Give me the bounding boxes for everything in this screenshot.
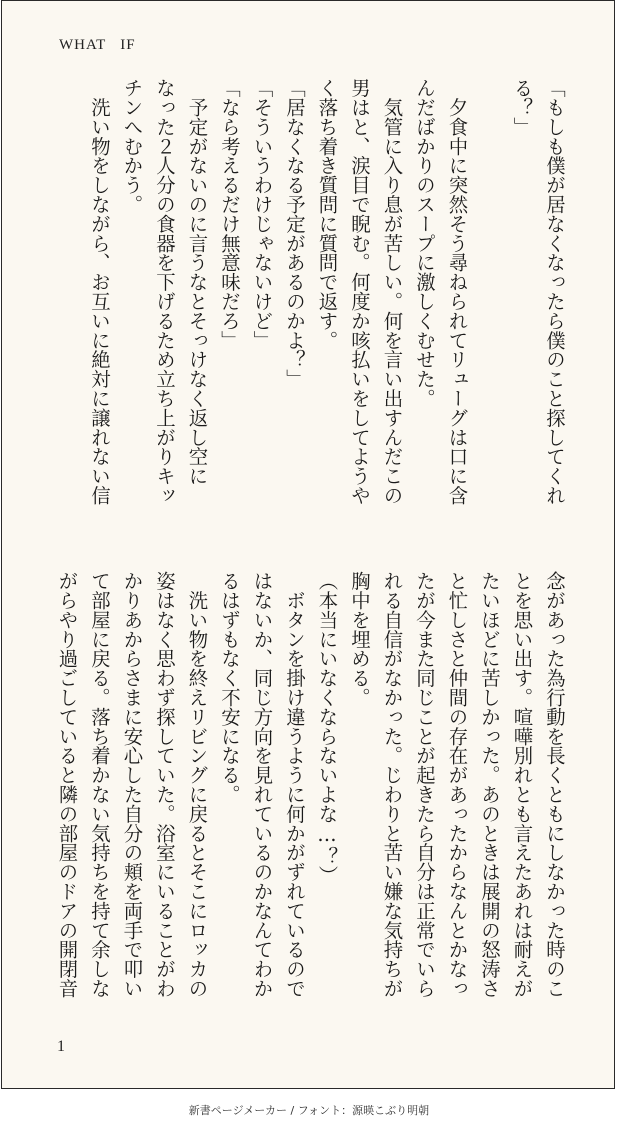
text-line: （本当にいなくならないよな…？） (315, 571, 339, 885)
page-number: 1 (57, 1038, 65, 1055)
text-line: んだばかりのスープに激しくむせた。 (413, 78, 436, 408)
text-line: とを思い出す。喧嘩別れとも言えたあれは耐えが (510, 571, 534, 998)
text-line: 姿はなく思わず探していた。浴室にいることがわ (153, 571, 176, 998)
text-line: 「もしも僕が居なくなったら僕のこと探してくれ (543, 78, 566, 505)
text-line: 洗い物を終えリビングに戻るとそこにロッカの (185, 571, 209, 998)
text-line: たいほどに苦しかった。あのときは展開の怒涛さ (478, 571, 501, 998)
book-page (1, 0, 615, 1089)
text-line: るはずもなく不安になる。 (218, 571, 241, 804)
text-line: く落ち着き質問に質問で返す。 (315, 78, 339, 350)
text-column-bottom (46, 571, 570, 1011)
text-line: 「そういうわけじゃないけど」 (250, 78, 274, 350)
text-line: 「居なくなる予定があるのかよ？」 (283, 78, 306, 389)
text-line: 洗い物をしながら、お互いに絶対に譲れない信 (88, 78, 111, 505)
text-line: る？」 (510, 78, 534, 137)
footer-credit: 新書ページメーカー / フォント：源暎こぶり明朝 (188, 1104, 430, 1117)
text-line: 「なら考えるだけ無意味だろ」 (218, 78, 241, 350)
text-line: ボタンを掛け違うように何かがずれているので (283, 571, 306, 998)
text-line: たが今また同じことが起きたら自分は正常でいら (413, 571, 436, 998)
text-line: がらやり過ごしていると隣の部屋のドアの開閉音 (55, 571, 79, 998)
text-line: れる自信がなかった。じわりと苦い嫌な気持ちが (380, 571, 404, 998)
text-line: 胸中を埋める。 (348, 571, 371, 707)
text-line: かりあからさまに安心した自分の頬を両手で叩い (120, 571, 144, 998)
text-line: はないか、同じ方向を見れているのかなんてわか (250, 571, 274, 998)
text-line: て部屋に戻る。落ち着かない気持ちを持て余しな (88, 571, 111, 998)
running-title: WHAT IF (59, 37, 136, 53)
text-line: なった２人分の食器を下げるため立ち上がりキッ (153, 78, 176, 505)
text-line: チンへむかう。 (120, 78, 144, 214)
text-line (473, 78, 506, 518)
text-column-top (46, 78, 570, 518)
text-line: 念があった為行動を長くともにしなかった時のこ (543, 571, 566, 998)
text-line: 予定がないのに言うなとそっけなく返し空に (185, 78, 209, 486)
text-line: 気管に入り息が苦しい。何を言い出すんだこの (380, 78, 404, 505)
text-line: と忙しさと仲間の存在があったからなんとかなっ (445, 571, 469, 998)
text-line: 夕食中に突然そう尋ねられてリューグは口に含 (445, 78, 469, 505)
text-line: 男はと、涙目で睨む。何度か咳払いをしてようや (348, 78, 371, 505)
